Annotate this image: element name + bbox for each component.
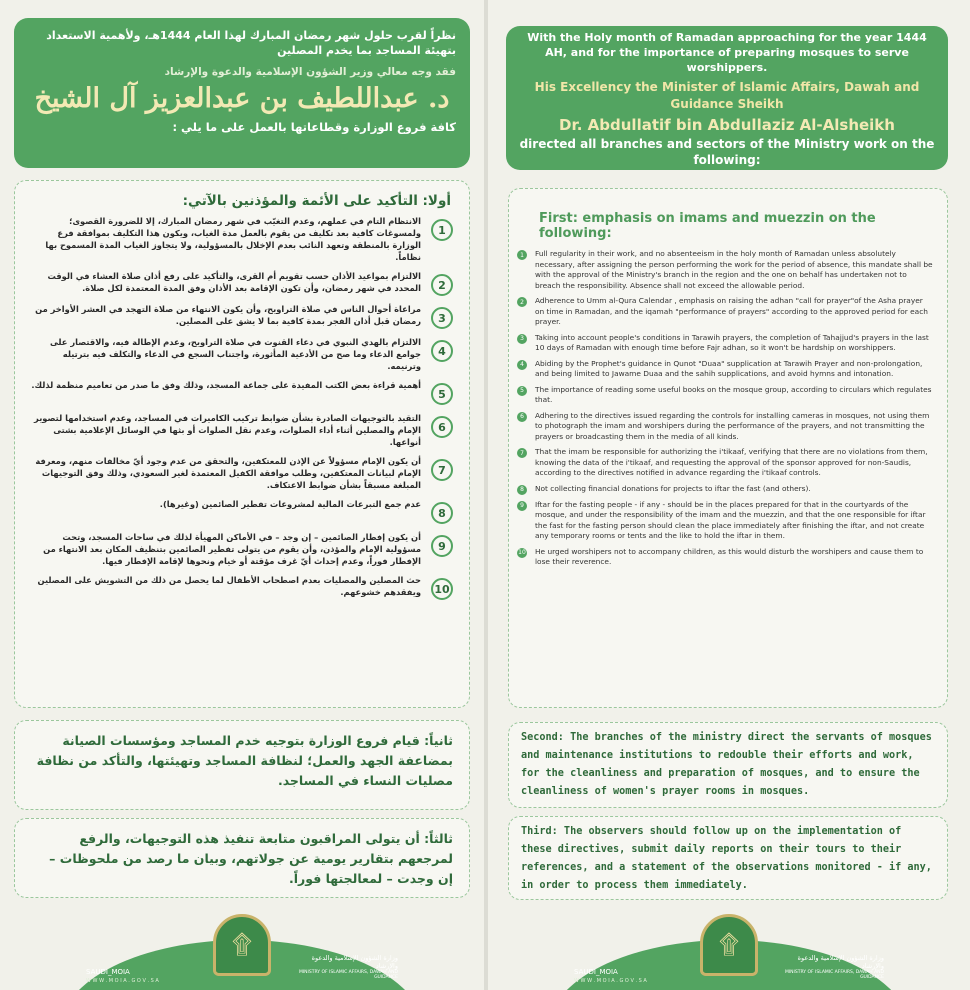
english-list-item bbox=[509, 484, 947, 495]
item-number-badge: 1 bbox=[431, 219, 453, 241]
arabic-list-item bbox=[15, 412, 469, 448]
arabic-panel bbox=[0, 0, 484, 990]
item-text: أن يكون الإمام مسؤولاً عن الإذن للمعتكفين، والتحقق من عدم وجود أيّ مخالفات منهم، ومعرفة الإمام لبيانات المعتكفين، وطلب موافقة الكفيل المعتمدة لغير السعودي، وذلك وفق التوجيهات المبلغة مسبقاً بشأن ضوابط الاعتكاف. bbox=[35, 456, 421, 490]
english-third-text: Third: The observers should follow up on the implementation of these directives, submit daily reports on their tours to their references, and a statement of the observations monitored - if any, in order to process them immediately. bbox=[521, 826, 932, 891]
english-intro: With the Holy month of Ramadan approaching for the year 1444 AH, and for the importance of preparing mosques to serve worshippers. bbox=[527, 31, 927, 74]
minister-name: Dr. Abdullatif bin Abdullaziz Al-Alsheikh bbox=[559, 116, 895, 134]
arabic-list-item bbox=[15, 336, 469, 372]
arabic-list-item bbox=[15, 270, 469, 296]
arabic-header bbox=[14, 18, 470, 168]
footer-url: W W W . M O I A . G O V . S A bbox=[574, 978, 647, 984]
arabic-second-text: ثانياً: قيام فروع الوزارة بتوجيه خدم المساجد ومؤسسات الصيانة بمضاعفة الجهد والعمل؛ لنظافة المساجد وتهيئتها، والتأكد من نظافة مصليات النساء في المساجد. bbox=[36, 733, 453, 788]
english-panel bbox=[488, 0, 970, 990]
arabic-list-item bbox=[15, 531, 469, 567]
item-number-badge: 4 bbox=[431, 340, 453, 362]
footer-ministry-en: MINISTRY OF ISLAMIC AFFAIRS, DAWAH AND GUIDANCE bbox=[784, 970, 884, 980]
minister-signature: د. عبداللطيف بن عبدالعزيز آل الشيخ bbox=[34, 83, 450, 114]
item-text: حث المصلين والمصليات بعدم اصطحاب الأطفال لما يحصل من ذلك من التشويش على المصلين ويفقدهم خشوعهم. bbox=[37, 575, 421, 597]
english-list-item bbox=[509, 547, 947, 568]
arabic-list-item bbox=[15, 379, 469, 405]
item-number-badge: 9 bbox=[431, 535, 453, 557]
item-text: Not collecting financial donations for projects to iftar the fast (and others). bbox=[535, 483, 811, 493]
footer-url: W W W . M O I A . G O V . S A bbox=[86, 978, 159, 984]
item-text: That the imam be responsible for authorizing the i'tikaaf, verifying that there are no violations from them, knowing the data of the i'tikaaf, and requesting the approval of the sponsor approved for non-Saudis, according to the directives notified in advance regarding the i'tikaaf controls. bbox=[535, 447, 928, 477]
item-text: The importance of reading some useful books on the mosque group, according to circulars which regulates that. bbox=[535, 384, 932, 404]
footer-handle: SAUDI_MOIA bbox=[574, 968, 618, 976]
item-text: Iftar for the fasting people - if any - should be in the places prepared for that in the courtyards of the mosque, and under the responsibility of the imam and the muezzin, and that the one responsible for iftar the fast for the fasting person should clean the place immediately after finishing the iftar, and not create any temporary rooms or tents and the like to hold the iftar in them. bbox=[535, 499, 926, 540]
footer-ministry-en: MINISTRY OF ISLAMIC AFFAIRS, DAWAH AND GUIDANCE bbox=[298, 970, 398, 980]
arabic-second-section bbox=[14, 720, 470, 810]
item-number-badge: 3 bbox=[431, 307, 453, 329]
arabic-minister-line: فقد وجه معالي وزير الشؤون الإسلامية والدعوة والإرشاد bbox=[164, 66, 456, 78]
item-text: Abiding by the Prophet's guidance in Qunot "Duaa" supplication at Tarawih Prayer and non-prolongation, and being limited to Jawame Duaa and the sahih supplications, and avoid hymns and intonation. bbox=[535, 358, 923, 378]
english-list-item bbox=[509, 359, 947, 380]
arabic-list-item bbox=[15, 303, 469, 329]
arabic-intro: نظراً لقرب حلول شهر رمضان المبارك لهذا العام 1444هـ، ولأهمية الاستعداد بتهيئة المساجد بما يخدم المصلين bbox=[46, 29, 456, 57]
footer-ministry-ar: وزارة الشؤون الإسلامية والدعوة والإرشاد bbox=[797, 954, 884, 970]
ministry-emblem-icon: ۩ bbox=[700, 914, 758, 976]
arabic-list-item bbox=[15, 455, 469, 491]
item-number-badge: 2 bbox=[431, 274, 453, 296]
english-list-item bbox=[509, 447, 947, 479]
item-text: أهمية قراءة بعض الكتب المفيدة على جماعة المسجد، وذلك وفق ما صدر من تعاميم منظمة لذلك. bbox=[31, 380, 421, 390]
item-number-badge: 2 bbox=[517, 297, 527, 307]
item-number-badge: 5 bbox=[431, 383, 453, 405]
item-text: مراعاة أحوال الناس في صلاة التراويح، وأن يكون الانتهاء من صلاة التهجد في العشر الأواخر من رمضان قبل أذان الفجر بمدة كافية بما لا يشق على المصلين. bbox=[35, 304, 421, 326]
english-second-section bbox=[508, 722, 948, 808]
item-number-badge: 3 bbox=[517, 334, 527, 344]
footer-ministry bbox=[774, 954, 884, 980]
item-text: Full regularity in their work, and no absenteeism in the holy month of Ramadan unless absolutely necessary, after assigning the person performing the work for the period of absence, this mandate shall be with the approval of the Ministry's branch in the region and the one on behalf has undertaken not to breach the responsibility. Absence shall not exceed the allowable period. bbox=[535, 249, 933, 290]
english-second-text: Second: The branches of the ministry direct the servants of mosques and maintenance institutions to redouble their efforts and work, for the cleanliness and preparation of mosques, and to ensure the cleanliness of women's prayer rooms in mosques. bbox=[521, 732, 932, 797]
ministry-emblem-icon: ۩ bbox=[213, 914, 271, 976]
item-text: Adhering to the directives issued regarding the controls for installing cameras in mosques, not using them to photograph the imam and worshipers during the performance of the prayers, and not transmitting the prayers or broadcasting them in the media of all kinds. bbox=[535, 410, 930, 441]
item-text: الانتظام التام في عملهم، وعدم التغيّب في شهر رمضان المبارك، إلا للضرورة القصوى؛ ولمسوغات كافية بعد تكليف من يقوم بالعمل مدة الغياب، ويكون هذا التكليف بموافقة فرع الوزارة بالمنطقة وتعهد النائب بعدم الإخلال بالمسؤولية، ولا يتجاوز الغياب المدة المسموح بها نظاماً. bbox=[45, 216, 421, 262]
english-list-item bbox=[509, 385, 947, 406]
english-list-item bbox=[509, 249, 947, 291]
english-third-section bbox=[508, 816, 948, 900]
item-text: Adherence to Umm al-Qura Calendar , emphasis on raising the adhan "call for prayer"of the Asha prayer on time in Ramadan, and the iqamah "performance of prayers" according to the approved period for each prayer. bbox=[535, 296, 928, 326]
footer-ministry bbox=[288, 954, 398, 980]
item-text: الالتزام بالهدي النبوي في دعاء القنوت في صلاة التراويح، وعدم الإطالة فيه، والاقتصار على جوامع الدعاء وما صح من الأدعية المأثورة، واجتناب السجع في الدعاء والتكلف فيه بترتيله وترنيمه. bbox=[50, 337, 421, 371]
item-number-badge: 8 bbox=[431, 502, 453, 524]
item-number-badge: 7 bbox=[517, 448, 527, 458]
english-header bbox=[506, 26, 948, 170]
arabic-list-item bbox=[15, 498, 469, 524]
arabic-third-section bbox=[14, 818, 470, 898]
english-list-item bbox=[509, 333, 947, 354]
footer-handle: SAUDI_MOIA bbox=[86, 968, 130, 976]
english-first-title: First: emphasis on imams and muezzin on the following: bbox=[539, 211, 876, 241]
arabic-first-title: أولا: التأكيد على الأئمة والمؤذنين بالآتي: bbox=[182, 193, 451, 209]
english-footer bbox=[548, 928, 910, 990]
arabic-first-section bbox=[14, 180, 470, 708]
footer-ministry-ar: وزارة الشؤون الإسلامية والدعوة والإرشاد bbox=[311, 954, 398, 970]
item-number-badge: 10 bbox=[431, 578, 453, 600]
item-number-badge: 10 bbox=[518, 549, 526, 556]
item-text: Taking into account people's conditions in Tarawih prayers, the completion of Tahajjud's prayers in the last 10 days of Ramadan with enough time before Fajr adhan, so it won't be hardship on worshippers. bbox=[535, 332, 929, 352]
english-list-item bbox=[509, 411, 947, 443]
arabic-third-text: ثالثاً: أن يتولى المراقبون متابعة تنفيذ هذه التوجيهات، والرفع لمرجعهم بتقارير يومية عن جولاتهم، وبيان ما رصد من ملحوظات – إن وجدت – لمعالجتها فوراً. bbox=[49, 831, 453, 886]
item-number-badge: 5 bbox=[517, 386, 527, 396]
english-excellency: His Excellency the Minister of Islamic Affairs, Dawah and Guidance Sheikh bbox=[534, 80, 920, 111]
arabic-footer bbox=[60, 928, 424, 990]
english-list-item bbox=[509, 500, 947, 542]
english-first-section bbox=[508, 188, 948, 708]
item-text: He urged worshipers not to accompany children, as this would disturb the worshipers and cause them to lose their reverence. bbox=[535, 546, 924, 566]
item-number-badge: 4 bbox=[517, 360, 527, 370]
arabic-list-item bbox=[15, 574, 469, 600]
item-number-badge: 8 bbox=[517, 485, 527, 495]
english-directive-line: directed all branches and sectors of the Ministry work on the following: bbox=[519, 137, 935, 167]
arabic-list-item bbox=[15, 215, 469, 263]
item-number-badge: 6 bbox=[431, 416, 453, 438]
item-number-badge: 9 bbox=[517, 501, 527, 511]
item-number-badge: 7 bbox=[431, 459, 453, 481]
item-text: الالتزام بمواعيد الأذان حسب تقويم أم القرى، والتأكيد على رفع أذان صلاة العشاء في الوقت المحدد في شهر رمضان، وأن تكون الإقامة بعد الأذان وفق المدة المعتمدة لكل صلاة. bbox=[47, 271, 421, 293]
item-number-badge: 6 bbox=[517, 412, 527, 422]
item-text: عدم جمع التبرعات المالية لمشروعات تفطير الصائمين (وغيرها). bbox=[159, 499, 421, 509]
item-text: التقيد بالتوجيهات الصادرة بشأن ضوابط تركيب الكاميرات في المساجد، وعدم استخدامها لتصوير الإمام والمصلين أثناء أداء الصلوات، وعدم نقل الصلوات أو بثها في الوسائل الإعلامية بشتى أنواعها. bbox=[34, 413, 421, 447]
arabic-directive-line: كافة فروع الوزارة وقطاعاتها بالعمل على ما يلي : bbox=[172, 120, 456, 134]
item-text: أن يكون إفطار الصائمين – إن وجد – في الأماكن المهيأة لذلك في ساحات المسجد، وتحت مسؤولية الإمام والمؤذن، وأن يقوم من يتولى تفطير الصائمين بتنظيف المكان بعد الانتهاء من الإفطار فوراً، وعدم إحداث أيّ غرف مؤقتة أو خيام ونحوها لإقامة الإفطار فيها. bbox=[43, 532, 421, 566]
item-number-badge: 1 bbox=[517, 250, 527, 260]
english-list-item bbox=[509, 296, 947, 328]
